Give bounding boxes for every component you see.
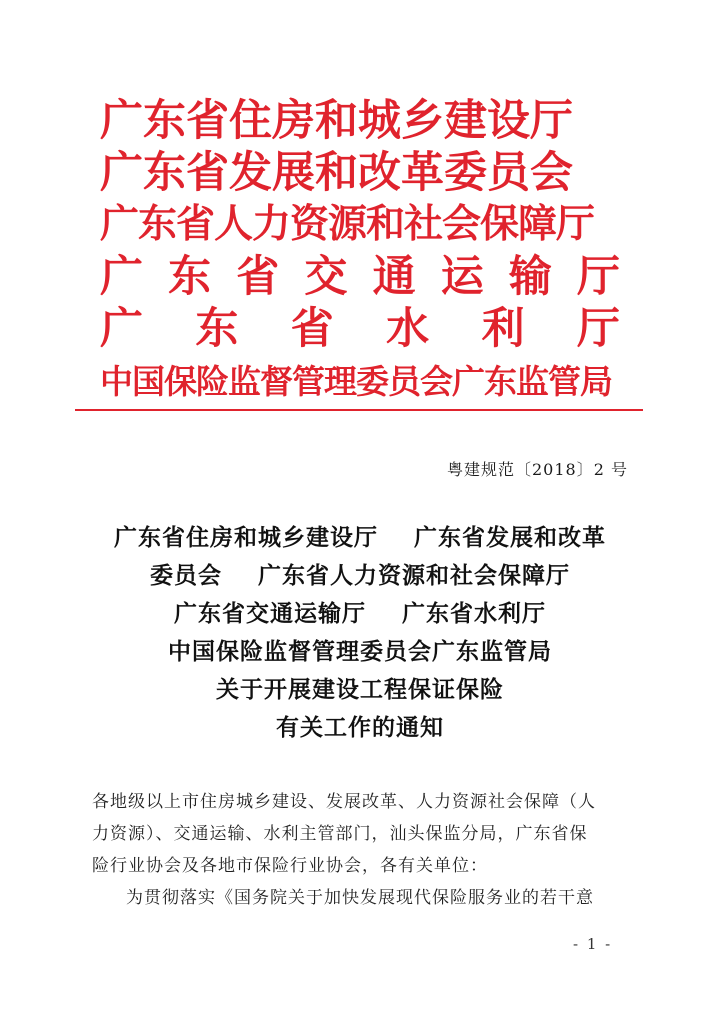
masthead-agency-housing: 广东省住房和城乡建设厅	[100, 96, 573, 146]
masthead-character: 省	[290, 304, 334, 354]
masthead-character: 东	[168, 252, 212, 302]
body-line: 各地级以上市住房城乡建设、发展改革、人力资源社会保障（人	[92, 792, 596, 812]
masthead-character: 省	[236, 252, 280, 302]
masthead-character: 运	[440, 252, 484, 302]
document-body	[92, 786, 632, 914]
title-line: 广东省交通运输厅 广东省水利厅	[173, 600, 547, 627]
masthead-character: 交	[304, 252, 348, 302]
title-line: 有关工作的通知	[276, 714, 444, 741]
masthead-character: 厅	[576, 252, 620, 302]
body-line: 险行业协会及各地市保险行业协会，各有关单位：	[92, 856, 488, 876]
body-line-paragraph-start: 为贯彻落实《国务院关于加快发展现代保险服务业的若干意	[126, 888, 594, 908]
masthead-character: 输	[508, 252, 552, 302]
masthead-character: 利	[481, 304, 525, 354]
title-line: 中国保险监督管理委员会广东监管局	[168, 638, 552, 665]
masthead-character: 广	[100, 252, 143, 302]
red-masthead	[100, 96, 620, 404]
title-line: 广东省住房和城乡建设厅 广东省发展和改革	[113, 524, 607, 551]
document-title	[60, 519, 660, 747]
masthead-character: 厅	[576, 304, 620, 354]
masthead-agency-insurance: 中国保险监督管理委员会广东监管局	[100, 362, 612, 401]
body-line: 力资源）、交通运输、水利主管部门，汕头保监分局，广东省保	[92, 824, 588, 844]
masthead-character: 东	[195, 304, 239, 354]
masthead-character: 广	[100, 304, 143, 354]
masthead-agency-development: 广东省发展和改革委员会	[100, 148, 573, 198]
document-number: 粤建规范〔2018〕2 号	[447, 460, 628, 479]
title-line: 委员会 广东省人力资源和社会保障厅	[149, 562, 571, 589]
masthead-character: 通	[372, 252, 416, 302]
page-number: - 1 -	[573, 935, 613, 953]
masthead-agency-transport	[100, 252, 620, 304]
masthead-divider	[75, 409, 643, 411]
title-line: 关于开展建设工程保证保险	[216, 676, 504, 703]
masthead-agency-human-resources: 广东省人力资源和社会保障厅	[100, 202, 595, 247]
masthead-agency-water	[100, 304, 620, 356]
masthead-character: 水	[386, 304, 430, 354]
